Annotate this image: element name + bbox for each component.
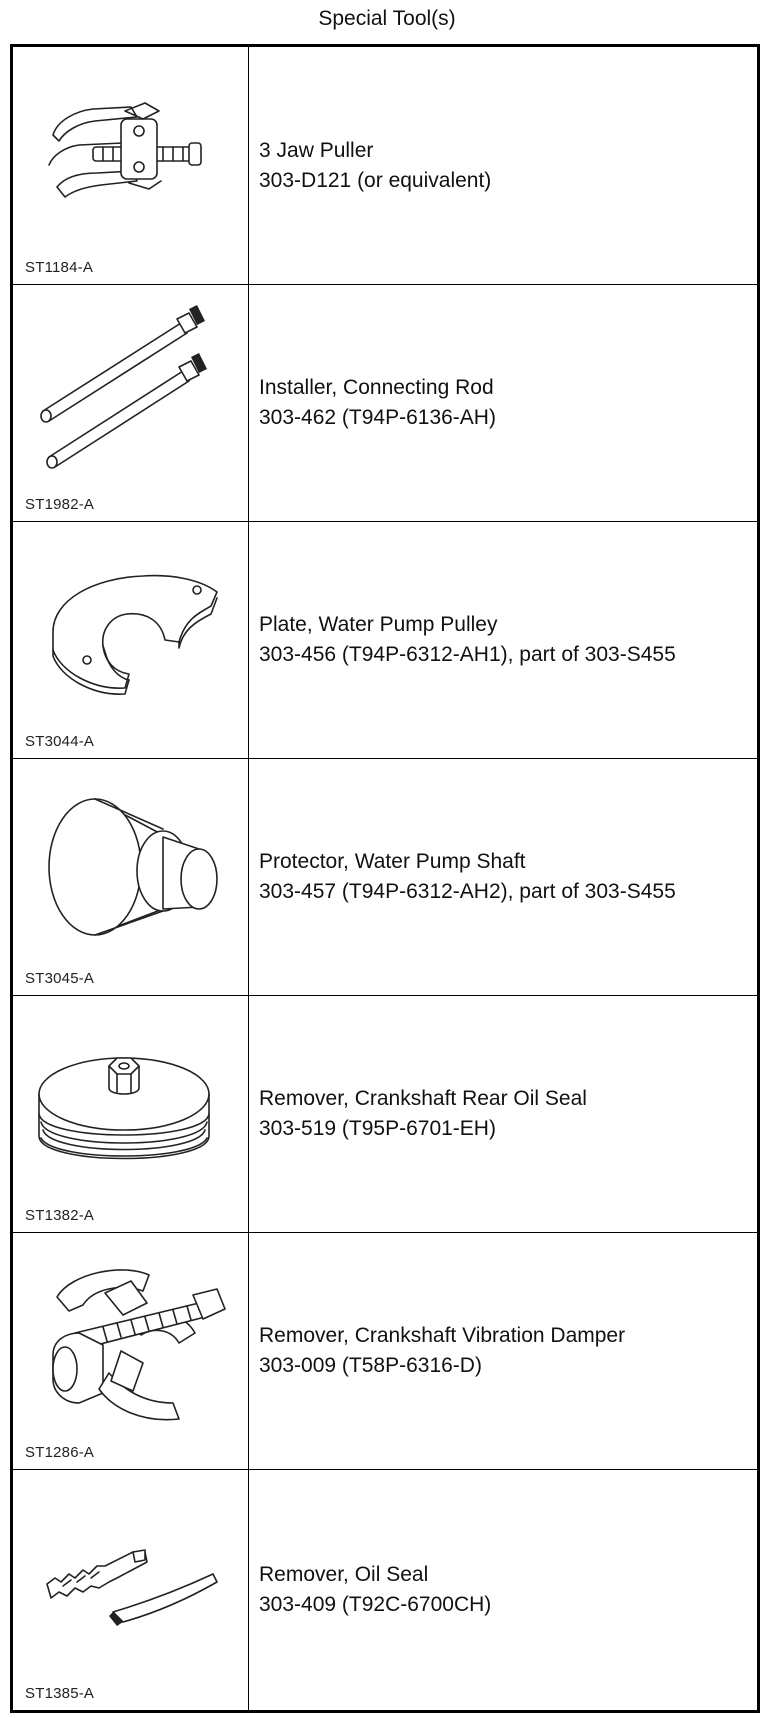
tool-row-shaft-protector [13, 759, 757, 995]
tool-name: Installer, Connecting Rod [259, 376, 494, 399]
tool-number: 303-D121 (or equivalent) [259, 168, 492, 192]
tool-description [259, 1560, 491, 1620]
connecting-rod-installer-icon [13, 285, 249, 521]
tool-number: 303-457 (T94P-6312-AH2), part of 303-S455 [259, 880, 676, 903]
tool-description [259, 1321, 625, 1381]
tool-code: ST3045-A [25, 970, 95, 987]
tool-name: 3 Jaw Puller [259, 138, 374, 162]
tool-name: Protector, Water Pump Shaft [259, 850, 526, 873]
tool-row-pulley-plate [13, 522, 757, 758]
tool-number: 303-519 (T95P-6701-EH) [259, 1117, 496, 1140]
tool-image-cell [13, 759, 249, 995]
pulley-plate-icon [13, 522, 249, 758]
tool-row-vibration-damper-remover [13, 1233, 757, 1469]
shaft-protector-icon [13, 759, 249, 995]
jaw-puller-icon [13, 47, 249, 283]
tool-number: 303-009 (T58P-6316-D) [259, 1354, 482, 1377]
tool-name: Remover, Crankshaft Rear Oil Seal [259, 1087, 587, 1110]
tool-description [259, 1084, 587, 1144]
tool-description [259, 136, 491, 196]
tool-image-cell [13, 47, 249, 284]
tool-number: 303-456 (T94P-6312-AH1), part of 303-S455 [259, 643, 676, 666]
tool-image-cell [13, 285, 249, 521]
tool-name: Plate, Water Pump Pulley [259, 613, 498, 636]
tool-description [259, 847, 676, 907]
tool-code: ST1982-A [25, 496, 95, 513]
tool-code: ST1184-A [25, 259, 94, 276]
tool-number: 303-409 (T92C-6700CH) [259, 1593, 492, 1616]
rear-oil-seal-remover-icon [13, 996, 249, 1232]
tool-code: ST1382-A [25, 1207, 95, 1224]
tool-row-connecting-rod-installer [13, 285, 757, 521]
vibration-damper-remover-icon [13, 1233, 249, 1469]
tool-image-cell [13, 1470, 249, 1710]
tool-image-cell [13, 996, 249, 1232]
tool-name: Remover, Crankshaft Vibration Damper [259, 1324, 626, 1347]
tool-description [259, 610, 676, 670]
page-title: Special Tool(s) [318, 7, 456, 30]
tool-row-oil-seal-remover [13, 1470, 757, 1710]
tool-name: Remover, Oil Seal [259, 1563, 429, 1586]
tool-image-cell [13, 522, 249, 758]
tool-description [259, 373, 496, 433]
tool-row-rear-oil-seal-remover [13, 996, 757, 1232]
oil-seal-remover-icon [13, 1470, 249, 1706]
tool-row-jaw-puller [13, 47, 757, 284]
tool-code: ST1286-A [25, 1444, 95, 1461]
tool-image-cell [13, 1233, 249, 1469]
tool-code: ST1385-A [25, 1685, 95, 1702]
special-tools-table [10, 44, 760, 1713]
tool-number: 303-462 (T94P-6136-AH) [259, 406, 496, 429]
tool-code: ST3044-A [25, 733, 95, 750]
